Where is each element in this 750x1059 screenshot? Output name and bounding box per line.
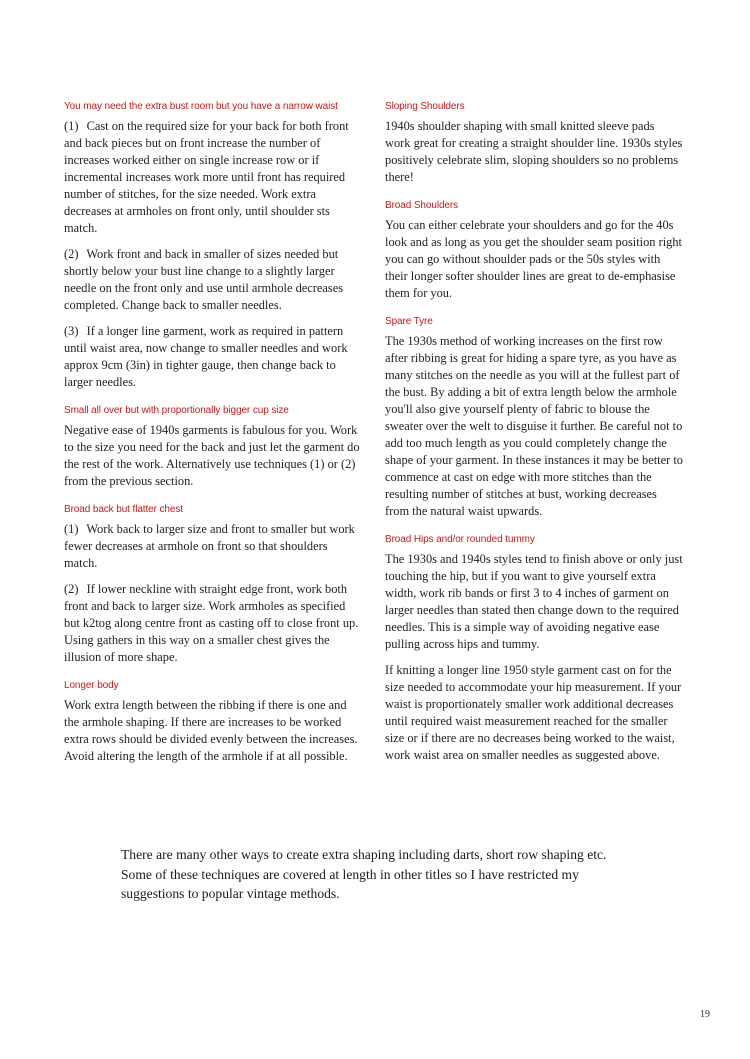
footer-note: There are many other ways to create extra shaping including darts, short row shaping etc. Some of these techniques are covered at length in other titles so I have restricted my suggestions to popular vintage methods. bbox=[121, 847, 607, 901]
section-broad-back bbox=[64, 503, 362, 666]
page-number: 19 bbox=[700, 1009, 710, 1020]
paragraph-small-all-over: Negative ease of 1940s garments is fabulous for you. Work to the size you need for the back and just let the garment do the rest of the work. Alternatively use techniques (1) or (2) from the previous section. bbox=[64, 423, 360, 488]
paragraph-text: If lower neckline with straight edge front, work both front and back to larger size. Work armholes as specified but k2tog along centre front as casting off to close front up. Using gathers in this way on a smaller chest gives the illusion of more shape. bbox=[64, 582, 359, 664]
paragraph-bust-3 bbox=[64, 323, 362, 391]
paragraph-broad-hips-2: If knitting a longer line 1950 style garment cast on for the size needed to accommodate your hip measurement. If your waist is proportionately smaller work additional decreases until required waist measurement reached for the smaller size or if there are no decreases being worked to the waist, work waist area on smaller needles as suggested above. bbox=[385, 663, 682, 762]
paragraph-text: Cast on the required size for your back for both front and back pieces but on front increase the number of increases worked either on single increase row or if incremental increases work more until front has required number of stitches, for the size needed. Work extra decreases at armholes on front only, until shoulder sts match. bbox=[64, 119, 349, 235]
section-sloping-shoulders bbox=[385, 100, 683, 186]
paragraph-broad-shoulders: You can either celebrate your shoulders and go for the 40s look and as long as you get the shoulder seam position right you can go without shoulder pads or the 50s styles with their longer softer shoulder lines are great to de-emphasise them for you. bbox=[385, 218, 682, 300]
section-heading-spare-tyre: Spare Tyre bbox=[385, 316, 433, 327]
section-longer-body bbox=[64, 679, 362, 765]
right-column bbox=[385, 100, 683, 777]
section-small-all-over bbox=[64, 404, 362, 490]
section-broad-shoulders bbox=[385, 199, 683, 302]
section-bust bbox=[64, 100, 362, 391]
paragraph-broad-hips-1: The 1930s and 1940s styles tend to finish above or only just touching the hip, but if you want to give yourself extra width, work rib bands or first 3 to 4 inches of garment on larger needles than stated then change down to the required needles. This is a simple way of avoiding negative ease pulling across hips and tummy. bbox=[385, 552, 683, 651]
paragraph-broad-back-2 bbox=[64, 581, 362, 666]
section-heading-broad-shoulders: Broad Shoulders bbox=[385, 200, 458, 211]
section-heading-broad-back: Broad back but flatter chest bbox=[64, 504, 183, 515]
section-broad-hips bbox=[385, 533, 683, 764]
item-number: (1) bbox=[64, 119, 79, 133]
item-number: (3) bbox=[64, 324, 79, 338]
item-number: (1) bbox=[64, 522, 79, 536]
section-heading-small-all-over: Small all over but with proportionally bigger cup size bbox=[64, 405, 289, 416]
item-number: (2) bbox=[64, 582, 79, 596]
paragraph-bust-2 bbox=[64, 246, 362, 314]
section-heading-longer-body: Longer body bbox=[64, 680, 119, 691]
paragraph-broad-back-1 bbox=[64, 521, 362, 572]
section-heading-bust: You may need the extra bust room but you have a narrow waist bbox=[64, 101, 338, 112]
paragraph-text: Work front and back in smaller of sizes needed but shortly below your bust line change to a slightly larger needle on the front only and use until armhole decreases completed. Change back to smaller needles. bbox=[64, 247, 344, 312]
paragraph-text: Work back to larger size and front to smaller but work fewer decreases at armhole on front so that shoulders match. bbox=[64, 522, 355, 570]
paragraph-sloping-shoulders: 1940s shoulder shaping with small knitted sleeve pads work great for creating a straight shoulder line. 1930s styles positively celebrate slim, sloping shoulders so no problems there! bbox=[385, 119, 683, 184]
section-heading-sloping-shoulders: Sloping Shoulders bbox=[385, 101, 465, 112]
paragraph-longer-body: Work extra length between the ribbing if there is one and the armhole shaping. If there are increases to be worked extra rows should be divided evenly between the increases. Avoid altering the length of the armhole if at all possible. bbox=[64, 698, 358, 763]
left-column bbox=[64, 100, 362, 778]
paragraph-text: If a longer line garment, work as required in pattern until waist area, now change to smaller needles and work approx 9cm (3in) in tighter gauge, then change back to larger needles. bbox=[64, 324, 348, 389]
paragraph-spare-tyre: The 1930s method of working increases on the first row after ribbing is great for hiding a spare tyre, as you have as many stitches on the needle as you will at the fullest part of the bust. By adding a bit of extra length below the armhole you'll also give yourself plenty of fabric to blouse the sweater over the welt to disguise it further. Be careful not to add too much length as you could completely change the shape of your garment. In these instances it may be better to commence at cast on edge with more stitches than the resulting number of stitches at bust, working decreases from the natural waist upwards. bbox=[385, 334, 683, 518]
section-heading-broad-hips: Broad Hips and/or rounded tummy bbox=[385, 534, 535, 545]
item-number: (2) bbox=[64, 247, 79, 261]
section-spare-tyre bbox=[385, 315, 683, 520]
paragraph-bust-1 bbox=[64, 118, 362, 237]
